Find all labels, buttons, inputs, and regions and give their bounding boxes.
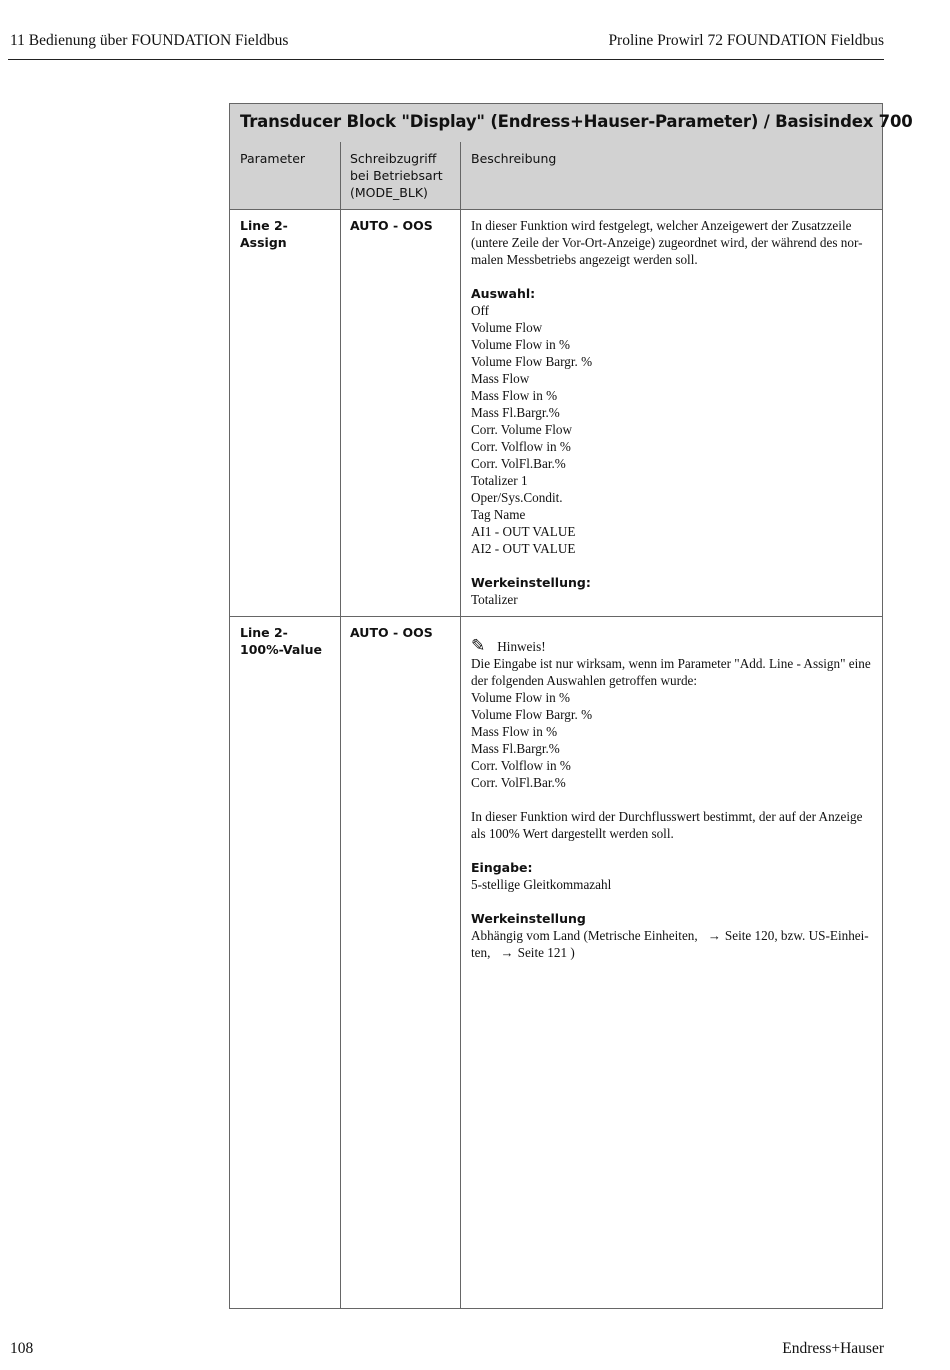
- table-title: Transducer Block "Display" (Endress+Hauser-Parameter) / Basisindex 700: [240, 112, 913, 131]
- input-label: Eingabe:: [471, 860, 533, 875]
- list-item: Corr. Volume Flow: [471, 422, 572, 437]
- header-divider: [8, 59, 884, 60]
- list-item: AI1 - OUT VALUE: [471, 524, 576, 539]
- list-item: Totalizer 1: [471, 473, 528, 488]
- default-label: Werkeinstellung: [471, 911, 586, 926]
- note-heading: ✎ Hinweis!: [471, 636, 546, 655]
- list-item: Mass Fl.Bargr.%: [471, 405, 560, 420]
- column-divider: [460, 142, 461, 1309]
- row-divider: [230, 616, 882, 617]
- list-item: Mass Flow: [471, 371, 530, 386]
- list-item: Corr. Volflow in %: [471, 439, 571, 454]
- list-item: Corr. Volflow in %: [471, 758, 571, 773]
- default-value-line: Abhängig vom Land (Metrische Einheiten, → Seite 120, bzw. US-Einhei-: [471, 928, 869, 943]
- list-item: AI2 - OUT VALUE: [471, 541, 576, 556]
- page-reference-link[interactable]: Seite 121 ): [517, 945, 575, 960]
- list-item: Oper/Sys.Condit.: [471, 490, 563, 505]
- list-item: Mass Flow in %: [471, 724, 558, 739]
- column-header-access: Schreibzugriff bei Betriebsart (MODE_BLK): [350, 151, 443, 200]
- selection-label: Auswahl:: [471, 286, 536, 301]
- arrow-right-icon: →: [500, 945, 514, 960]
- column-header-description: Beschreibung: [471, 151, 557, 166]
- page-reference-link[interactable]: Seite 120, bzw. US-Einhei-: [724, 928, 869, 943]
- list-item: Volume Flow in %: [471, 337, 571, 352]
- row-description: In dieser Funktion wird festgelegt, welcher Anzeigewert der Zusatzzeile (untere Zeile der Vor-Ort-Anzeige) zugeordnet wird, der während des nor- malen Messbetriebs angezeigt werden soll. Auswahl: Off Volume Flow Volume Flow in % Volume Flow Bargr. % Mass Flow Mass Flow in % Mass Fl.Bargr.% Corr. Volume Flow Corr. Volflow in % Corr. VolFl.Bar.% Totalizer 1 Oper/Sys.Condit. Tag Name AI1 - OUT VALUE AI2 - OUT VALUE Werkeinstellung: Totalizer: [471, 217, 875, 608]
- default-value: Totalizer: [471, 592, 518, 607]
- list-item: Corr. VolFl.Bar.%: [471, 775, 566, 790]
- list-item: Volume Flow: [471, 320, 543, 335]
- brand-name: Endress+Hauser: [782, 1340, 884, 1357]
- list-item: Volume Flow in %: [471, 690, 571, 705]
- table-header: [230, 104, 913, 210]
- input-value: 5-stellige Gleitkommazahl: [471, 877, 612, 892]
- list-item: Tag Name: [471, 507, 526, 522]
- default-value-line: ten, → Seite 121 ): [471, 945, 575, 960]
- arrow-right-icon: →: [707, 928, 721, 943]
- column-header-parameter: Parameter: [240, 151, 306, 166]
- list-item: Mass Flow in %: [471, 388, 558, 403]
- parameter-table: [229, 103, 913, 1309]
- row-parameter-name: Line 2- Assign: [240, 218, 288, 250]
- list-item: Corr. VolFl.Bar.%: [471, 456, 566, 471]
- list-item: Off: [471, 303, 490, 318]
- page-number: 108: [10, 1340, 34, 1357]
- list-item: Volume Flow Bargr. %: [471, 354, 593, 369]
- default-label: Werkeinstellung:: [471, 575, 591, 590]
- list-item: Mass Fl.Bargr.%: [471, 741, 560, 756]
- row-access-mode: AUTO - OOS: [350, 218, 433, 233]
- running-header-chapter: 11 Bedienung über FOUNDATION Fieldbus: [10, 32, 289, 49]
- row-parameter-name: Line 2- 100%-Value: [240, 625, 322, 657]
- row-access-mode: AUTO - OOS: [350, 625, 433, 640]
- pencil-note-icon: ✎: [471, 636, 486, 655]
- column-divider: [340, 142, 341, 1309]
- row-description: ✎ Hinweis! Die Eingabe ist nur wirksam, wenn im Parameter "Add. Line - Assign" eine der folgenden Auswahlen getroffen wurde: Volume Flow in % Volume Flow Bargr. % Mass Flow in % Mass Fl.Bargr.% Corr. Volflow in % Corr. VolFl.Bar.% In dieser Funktion wird der Durchflusswert bestimmt, der auf der Anzeige als 100% Wert dargestellt werden soll. Eingabe: 5-stellige Gleitkommazahl Werkeinstellung Abhängig vom Land (Metrische Einheiten, → Seite 120, bzw. US-Einhei- ten, → Seite 121 ): [471, 637, 875, 961]
- list-item: Volume Flow Bargr. %: [471, 707, 593, 722]
- running-header-product: Proline Prowirl 72 FOUNDATION Fieldbus: [608, 32, 884, 49]
